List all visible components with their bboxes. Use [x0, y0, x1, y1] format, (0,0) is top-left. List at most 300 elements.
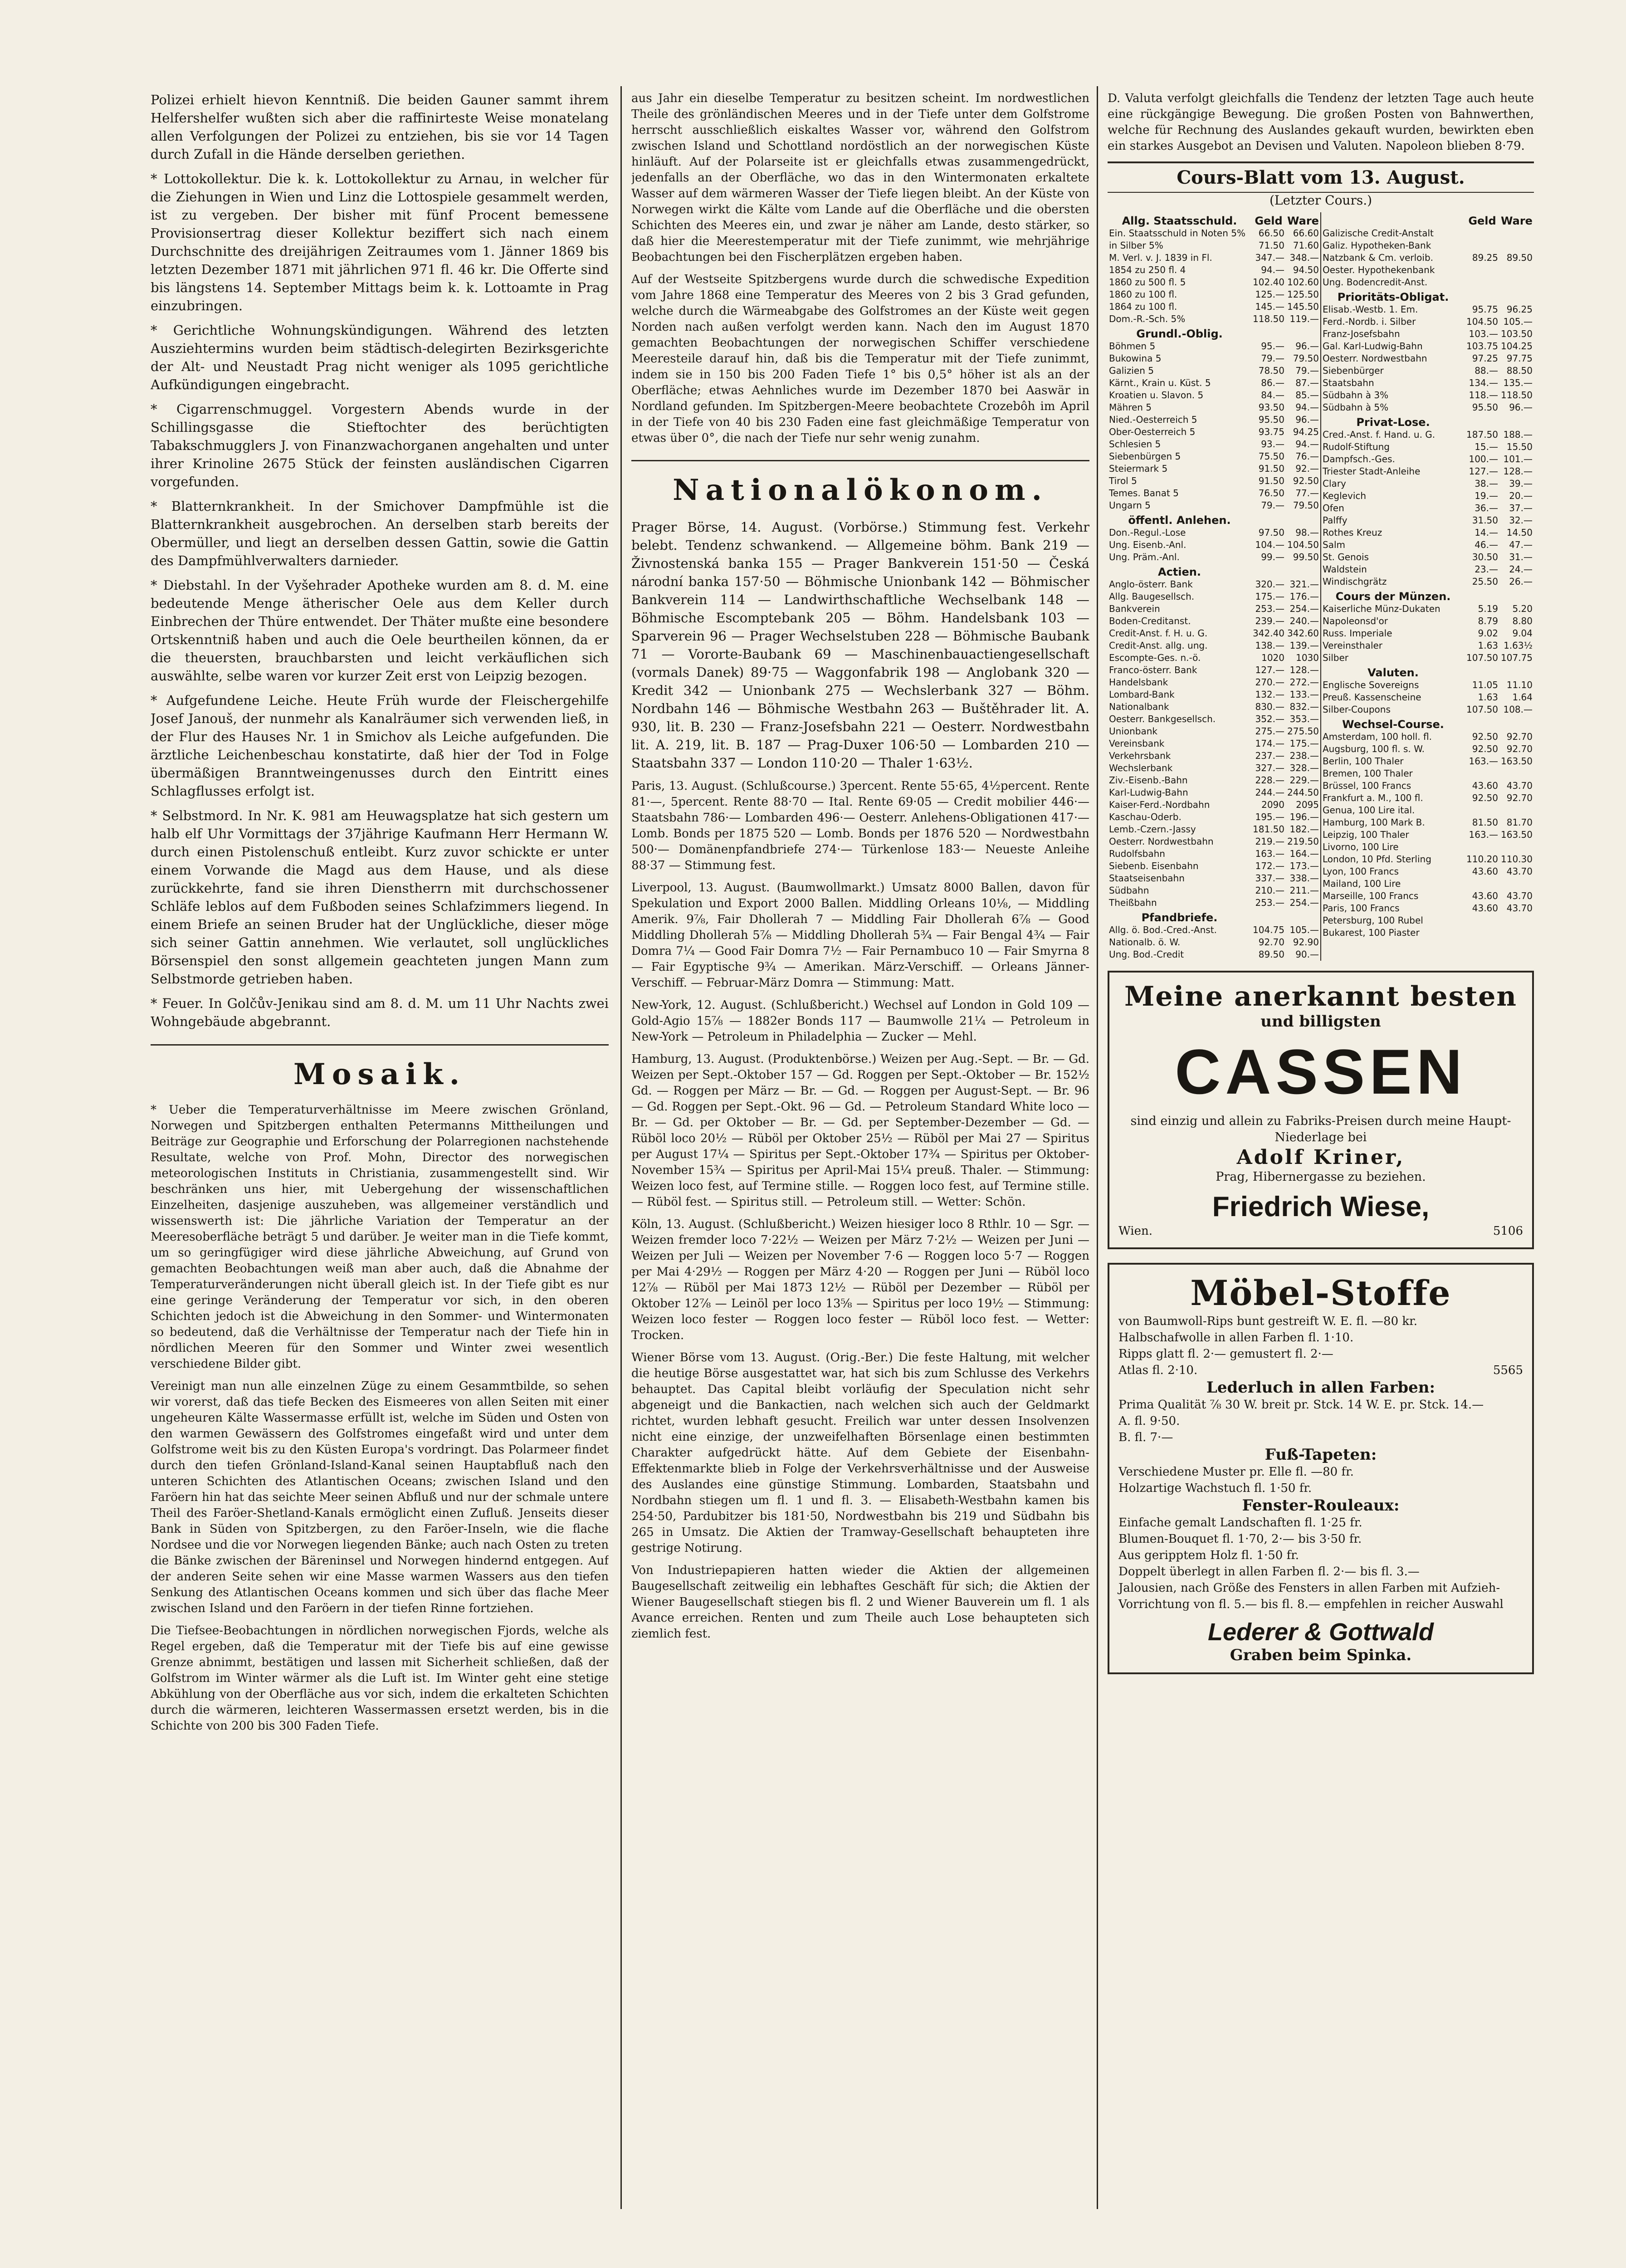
ware-value: 20.—	[1509, 490, 1533, 501]
table-row	[1321, 227, 1534, 240]
geld-value: 107.50	[1466, 704, 1499, 715]
geld-value: 89.50	[1258, 949, 1285, 960]
ad-line: Ripps glatt fl. 2·— gemustert fl. 2·—	[1118, 1347, 1333, 1361]
security-name: Escompte-Ges. n.-ö.	[1109, 652, 1201, 663]
geld-value: 127.—	[1469, 466, 1499, 477]
security-name: Oesterr. Nordwestbahn	[1323, 353, 1427, 364]
ad-dealer: Adolf Kriner,	[1236, 1146, 1405, 1169]
table-row	[1321, 743, 1534, 755]
table-row	[1321, 377, 1534, 389]
security-name: Staatsbahn	[1323, 377, 1374, 388]
table-row	[1108, 738, 1320, 750]
geld-value: 352.—	[1255, 714, 1285, 724]
security-name: Frankfurt a. M., 100 fl.	[1323, 792, 1423, 803]
ware-value: 43.70	[1506, 866, 1533, 877]
security-name: Triester Stadt-Anleihe	[1323, 466, 1421, 477]
table-section-row	[1321, 716, 1534, 731]
table-row	[1108, 774, 1320, 787]
ad-street: Graben beim Spinka.	[1230, 1646, 1412, 1664]
ware-value: 94.—	[1295, 402, 1319, 413]
ware-value: 79.—	[1295, 365, 1319, 376]
security-name: Petersburg, 100 Rubel	[1323, 915, 1423, 926]
table-row	[1108, 823, 1320, 836]
ad-number: 5106	[1493, 1224, 1523, 1238]
geld-value: 92.50	[1472, 743, 1499, 754]
table-row	[1108, 872, 1320, 885]
article-continuation	[631, 91, 1089, 446]
security-name: Temes. Banat 5	[1109, 488, 1179, 499]
ware-value: 173.—	[1289, 860, 1319, 871]
ware-value: 92.70	[1506, 792, 1533, 803]
table-row	[1108, 924, 1320, 936]
market-report: Hamburg, 13. August. (Produktenbörse.) Weizen per Aug.-Sept. — Br. — Gd. Weizen per Sept.-Oktober 157 — Gd. Roggen per Sept.-Oktober — Br. 152½ Gd. — Roggen per März — Br. — Gd. — Roggen per August-Sept. — Br. 96 — Gd. Roggen per Sept.-Okt. 96 — Gd. — Petroleum Standard White loco — Br. — Gd. per Oktober — Br. — Gd. per September-Dezember — Gd. — Rüböl loco 20½ — Rüböl per Oktober 25½ — Rüböl per Mai 27 — Spiritus per August 17¼ — Spiritus per Sept.-Oktober 17¾ — Spiritus per Oktober-November 15¾ — Spiritus per April-Mai 15¼ preuß. Thaler. — Stimmung: Weizen loco fest, auf Termine stille. — Roggen loco fest, auf Termine stille. — Rüböl fest. — Spiritus still. — Petroleum still. — Wetter: Schön.	[631, 1052, 1089, 1209]
ad-address: Prag, Hibernergasse zu beziehen.	[1216, 1170, 1426, 1184]
ware-value: 85.—	[1295, 390, 1319, 401]
ware-value: 110.30	[1501, 854, 1533, 865]
geld-value: 210.—	[1255, 885, 1285, 896]
table-row	[1321, 365, 1534, 377]
table-row	[1321, 478, 1534, 490]
geld-value: 25.50	[1472, 576, 1499, 587]
ware-value: 92.50	[1293, 475, 1319, 486]
ware-value: 254.—	[1289, 603, 1319, 614]
security-name: Kaiser-Ferd.-Nordbahn	[1109, 799, 1210, 810]
ware-value	[1499, 276, 1534, 288]
security-name: 1864 zu 100 fl.	[1109, 301, 1177, 312]
security-name: Credit-Anst. f. H. u. G.	[1109, 628, 1208, 639]
ware-value: 240.—	[1289, 616, 1319, 626]
ad-line: Doppelt überlegt in allen Farben fl. 2·— bis fl. 3.—	[1118, 1565, 1420, 1579]
geld-value	[1251, 563, 1286, 578]
geld-value: 174.—	[1255, 738, 1285, 749]
ware-value: 9.04	[1512, 628, 1533, 639]
table-row	[1108, 227, 1320, 240]
geld-value	[1251, 909, 1286, 924]
security-name: Lyon, 100 Francs	[1323, 866, 1399, 877]
security-name: Nied.-Oesterreich 5	[1109, 414, 1197, 425]
table-section-row	[1108, 512, 1320, 527]
ware-value: 139.—	[1289, 640, 1319, 651]
security-name: Oesterr. Bankgesellsch.	[1109, 714, 1216, 724]
geld-value: 163.—	[1255, 848, 1285, 859]
table-row	[1321, 453, 1534, 465]
security-name: Galizische Credit-Anstalt	[1323, 228, 1434, 239]
table-row	[1321, 429, 1534, 441]
security-name: Wechslerbank	[1109, 763, 1173, 773]
table-row	[1108, 860, 1320, 872]
security-name: Elisab.-Westb. 1. Em.	[1323, 304, 1418, 315]
geld-value: 93.75	[1258, 426, 1285, 437]
article-paragraph: Vereinigt man nun alle einzelnen Züge zu einem Gesammtbilde, so sehen wir vorerst, daß das tiefe Becken des Eismeeres von allen Seiten mit einer ungeheuren Kälte Wassermasse erfüllt ist, welche im Süden und Osten von den warmen Gewässern des Golfstromes eingefaßt wird und unter dem Golfstrome weit bis zu den Küsten Europa's vordringt. Das Polarmeer findet durch den tiefen Grönland-Island-Kanal seinen Hauptabfluß nach den unteren Schichten des Atlantischen Oceans; zwischen Island und den Faröern hin hat das seichte Meer seinen Abfluß und nur der schmale untere Theil des Faröer-Shetland-Kanals ermöglicht einen Zufluß. Jenseits dieser Bank in Süden von Spitzbergen, zu den Faröer-Inseln, wie die flache Nordsee und die vor Norwegen liegenden Bänke; auch nach Osten zu treten die Bänke zwischen der Bäreninsel und Norwegen hindernd entgegen. Auf der anderen Seite sehen wir eine Masse warmen Wassers aus den tiefen Senkung des Atlantischen Oceans kommen und sich über das flache Meer zwischen Island und den Faröern in der tiefen Rinne fortziehen.	[151, 1379, 609, 1615]
geld-value: 228.—	[1255, 775, 1285, 786]
ware-value: 275.50	[1287, 726, 1319, 737]
security-name: Bukarest, 100 Piaster	[1323, 927, 1420, 938]
table-row	[1321, 352, 1534, 365]
ware-value: 31.—	[1509, 552, 1533, 562]
geld-value	[1465, 841, 1499, 853]
ware-value: 43.70	[1506, 903, 1533, 914]
security-name: 1860 zu 100 fl.	[1109, 289, 1177, 300]
security-name: Dom.-R.-Sch. 5%	[1109, 313, 1186, 324]
table-row	[1321, 465, 1534, 478]
ware-value	[1499, 664, 1534, 679]
table-row	[1108, 936, 1320, 948]
security-name: in Silber 5%	[1109, 240, 1163, 251]
geld-value: 118.50	[1253, 313, 1285, 324]
column-rule	[1097, 86, 1098, 2209]
geld-value: 88.—	[1475, 365, 1499, 376]
ware-value: 119.—	[1289, 313, 1319, 324]
ware-value: 2095	[1296, 799, 1319, 810]
news-paragraph: * Diebstahl. In der Vyšehrader Apotheke wurden am 8. d. M. eine bedeutende Menge ätherischer Oele aus dem Keller durch Einbrechen der Thüre entwendet. Der Thäter mußte eine besondere Ortskenntniß haben und auch die Oele beurtheilen können, da er die theuersten, brauchbarsten und leicht verkäuflichen sich auswählte, selbe waren vor kurzer Zeit erst von Leipzig bezogen.	[151, 577, 609, 684]
geld-value: 175.—	[1255, 591, 1285, 602]
ware-value	[1499, 804, 1534, 816]
geld-value: 100.—	[1469, 454, 1499, 464]
ware-value: 128.—	[1289, 665, 1319, 675]
security-name: Russ. Imperiale	[1323, 628, 1392, 639]
ware-value: 328.—	[1289, 763, 1319, 773]
article-paragraph: * Ueber die Temperaturverhältnisse im Meere zwischen Grönland, Norwegen und Spitzbergen enthalten Petermanns Mittheilungen und Beiträge zur Geographie und Erforschung der Polarregionen nachstehende Resultate, welche von Prof. Mohn, Director des norwegischen meteorologischen Instituts in Christiania, zusammengestellt sind. Wir beschränken uns hier, mit Uebergehung der wissenschaftlichen Einzelheiten, dasjenige auszuheben, was allgemeiner verständlich und wissenswerth ist: Die jährliche Variation der Temperatur an der Meeresoberfläche beträgt 5 und darüber. Je weiter man in die Tiefe kommt, um so geringfügiger wird diese jährliche Abweichung, auf Grund von gemachten Beobachtungen weiß man aber auch, daß die Abnahme der Temperaturveränderungen nicht überall gleich ist. In der Tiefe gibt es nur eine geringe Veränderung der Temperatur vor sich, in den oberen Schichten jedoch ist die Abweichung in den Sommer- und Wintermonaten so bedeutend, daß die Verhältnisse der Temperatur nach der Tiefe hin in nördlichen Meeren für den Sommer und Winter zwei wesentlich verschiedene Bilder gibt.	[151, 1103, 609, 1371]
geld-value: 1.63	[1478, 640, 1499, 651]
geld-value: 5.19	[1478, 603, 1499, 614]
security-name: Leipzig, 100 Thaler	[1323, 829, 1409, 840]
table-row	[1108, 475, 1320, 487]
table-row	[1108, 401, 1320, 414]
security-name: Tirol 5	[1109, 475, 1137, 486]
ware-value: 99.50	[1293, 552, 1319, 562]
geld-value	[1465, 927, 1499, 939]
table-row	[1321, 615, 1534, 627]
table-row	[1108, 276, 1320, 288]
table-row	[1108, 487, 1320, 499]
table-row	[1321, 576, 1534, 588]
geld-value: 104.75	[1253, 924, 1285, 935]
geld-value	[1465, 804, 1499, 816]
ad-product: CASSEN	[1175, 1036, 1467, 1107]
valuta-note: D. Valuta verfolgt gleichfalls die Tendenz der letzten Tage auch heute eine rückgängige Bewegung. Die großen Posten von Bahnwerthen, welche für Rechnung des Auslandes gekauft wurden, bewirkten eben ein starkes Ausgebot an Devisen und Valuten. Napoleon blieben 8·79.	[1108, 92, 1534, 153]
security-name: Augsburg, 100 fl. s. W.	[1323, 743, 1425, 754]
ware-value: 97.75	[1506, 353, 1533, 364]
column-rule	[620, 86, 622, 2209]
table-row	[1108, 288, 1320, 301]
geld-value: 104.50	[1466, 316, 1499, 327]
ad-headline: Möbel-Stoffe	[1190, 1273, 1451, 1313]
table-row	[1321, 865, 1534, 878]
security-name: Ung. Bodencredit-Anst.	[1323, 277, 1428, 288]
security-name: Waldstein	[1323, 564, 1367, 575]
ware-value	[1499, 414, 1534, 429]
geld-value: 46.—	[1475, 539, 1499, 550]
security-name: Südbahn	[1109, 885, 1149, 896]
ware-value: 94.50	[1293, 264, 1319, 275]
ware-value: 101.—	[1503, 454, 1533, 464]
table-header-geld: Geld	[1255, 215, 1283, 227]
section-heading-mosaik: Mosaik.	[151, 1044, 609, 1091]
geld-value: 23.—	[1475, 564, 1499, 575]
security-name: Wechsel-Course.	[1342, 718, 1444, 731]
security-name: Ziv.-Eisenb.-Bahn	[1109, 775, 1188, 786]
table-row	[1108, 701, 1320, 713]
security-name: Nationalb. ö. W.	[1109, 937, 1181, 948]
table-row	[1321, 679, 1534, 691]
geld-value	[1465, 878, 1499, 890]
security-name: Allg. ö. Bod.-Cred.-Anst.	[1109, 924, 1217, 935]
ware-value: 71.60	[1293, 240, 1319, 251]
ad-line: Prima Qualität ⅞ 30 W. breit pr. Stck. 14 W. E. pr. Stck. 14.—	[1118, 1398, 1484, 1412]
security-name: Allg. Baugesellsch.	[1109, 591, 1195, 602]
ware-value: 107.75	[1501, 652, 1533, 663]
ware-value: 92.70	[1506, 743, 1533, 754]
security-name: Anglo-österr. Bank	[1109, 579, 1193, 590]
security-name: Theißbahn	[1109, 897, 1157, 908]
security-name: Unionbank	[1109, 726, 1157, 737]
ware-value: 128.—	[1503, 466, 1533, 477]
geld-value: 66.50	[1258, 228, 1285, 239]
table-row	[1321, 401, 1534, 414]
ware-value: 105.—	[1503, 316, 1533, 327]
security-name: Livorno, 100 Lire	[1323, 841, 1399, 852]
mosaik-article	[151, 1102, 609, 1734]
ad-number: 5565	[1493, 1364, 1523, 1377]
ware-value	[1499, 878, 1534, 890]
table-row	[1321, 829, 1534, 841]
table-row	[1321, 804, 1534, 816]
geld-value: 91.50	[1258, 463, 1285, 474]
security-name: Südbahn à 5%	[1323, 402, 1389, 413]
ware-value: 321.—	[1289, 579, 1319, 590]
table-row	[1321, 276, 1534, 288]
ad-line: Holzartige Wachstuch fl. 1·50 fr.	[1118, 1481, 1312, 1495]
news-paragraph: * Selbstmord. In Nr. K. 981 am Heuwagsplatze hat sich gestern um halb elf Uhr Vormittags der 37jährige Kaufmann Herr Hermann W. durch einen Pistolenschuß entleibt. Kurz zuvor schickte er unter einem Vorwande die Magd aus dem Hause, und als diese zurückkehrte, fand sie ihren Dienstherrn mit durchschossener Schläfe leblos auf dem Fußboden seines Schlafzimmers liegend. In einem Briefe an seinen Bruder hat der Unglückliche, dieser möge sich seiner Gattin annehmen. Wie verlautet, soll unglückliches Börsenspiel den sonst allgemein geachteten jungen Mann zum Selbstmorde getrieben haben.	[151, 808, 609, 987]
ware-value: 90.—	[1295, 949, 1319, 960]
geld-value: 219.—	[1255, 836, 1285, 847]
security-name: Prioritäts-Obligat.	[1337, 291, 1449, 303]
security-name: Schlesien 5	[1109, 439, 1161, 450]
table-section-row	[1321, 664, 1534, 679]
ware-value: 94.25	[1293, 426, 1319, 437]
security-name: Kärnt., Krain u. Küst. 5	[1109, 377, 1211, 388]
security-name: Keglevich	[1323, 490, 1367, 501]
ad-line: Halbschafwolle in allen Farben fl. 1·10.	[1118, 1331, 1354, 1344]
ad-subheadline: Fenster-Rouleaux:	[1242, 1496, 1400, 1515]
article-paragraph: Auf der Westseite Spitzbergens wurde durch die schwedische Expedition vom Jahre 1868 eine Temperatur des Meeres von 2 bis 3 Grad gefunden, welche durch die Wärmeabgabe des Golfstromes an der Küste weit gegen Norden nach außen verfolgt werden kann. Nach den im August 1870 gemachten Beobachtungen der norwegischen Schiffer verschiedene Meeresteile darauf hin, daß bis die Temperatur mit der Tiefe zunimmt, indem sie in 150 bis 200 Faden Tiefe 1° bis 0,5° höher ist als an der Oberfläche; etwas Aehnliches wurde im Dezember 1870 bei Aaswär in Nordland gefunden. Im Spitzbergen-Meere beobachtete Crozebôh im April in der Tiefe von 40 bis 230 Faden eine fast gleichmäßige Temperatur von etwas über 0°, die nach der Tiefe nur sehr wenig zunahm.	[631, 273, 1089, 445]
geld-value: 94.—	[1261, 264, 1285, 275]
geld-value: 14.—	[1475, 527, 1499, 538]
ad-subheadline: Fuß-Tapeten:	[1265, 1446, 1377, 1464]
market-report: Köln, 13. August. (Schlußbericht.) Weizen hiesiger loco 8 Rthlr. 10 — Sgr. — Weizen fremder loco 7·22½ — Weizen per März 7·2½ — Weizen per Juni — Weizen per Juli — Weizen per November 7·6 — Roggen loco 5·7 — Roggen per Mai 4·29½ — Roggen per März 4·20 — Roggen per Juni — Rüböl loco 12⅞ — Rüböl per Mai 1873 12½ — Rüböl per Dezember — Rüböl per Oktober 12⅞ — Leinöl per loco 13⅝ — Spiritus per loco 19½ — Stimmung: Weizen loco fester — Roggen loco fester — Rüböl loco fest. — Wetter: Trocken.	[631, 1217, 1089, 1342]
ware-value: 66.60	[1293, 228, 1319, 239]
ware-value: 176.—	[1289, 591, 1319, 602]
geld-value: 75.50	[1258, 451, 1285, 462]
security-name: Boden-Creditanst.	[1109, 616, 1191, 626]
table-row	[1321, 780, 1534, 792]
security-name: Mähren 5	[1109, 402, 1152, 413]
table-row	[1108, 948, 1320, 961]
table-row	[1108, 463, 1320, 475]
geld-value: 89.25	[1472, 252, 1499, 263]
ad-line: Atlas fl. 2·10.	[1118, 1364, 1198, 1377]
ad-line: Verschiedene Muster pr. Elle fl. —80 fr.	[1118, 1465, 1354, 1479]
ware-value	[1286, 909, 1320, 924]
ware-value: 353.—	[1289, 714, 1319, 724]
security-name: Ung. Präm.-Anl.	[1109, 552, 1180, 562]
geld-value: 43.60	[1472, 903, 1499, 914]
table-row	[1108, 252, 1320, 264]
course-table-left	[1108, 212, 1320, 961]
geld-value: 92.70	[1258, 937, 1285, 948]
ad-line: Blumen-Bouquet fl. 1·70, 2·— bis 3·50 fr.	[1118, 1532, 1362, 1546]
geld-value: 275.—	[1255, 726, 1285, 737]
security-name: Oesterr. Nordwestbahn	[1109, 836, 1214, 847]
security-name: Berlin, 100 Thaler	[1323, 756, 1404, 767]
geld-value: 9.02	[1478, 628, 1499, 639]
security-name: Gal. Karl-Ludwig-Bahn	[1323, 341, 1423, 352]
table-section-row	[1108, 325, 1320, 340]
geld-value: 38.—	[1475, 478, 1499, 489]
security-name: Rothes Kreuz	[1323, 527, 1382, 538]
table-row	[1108, 762, 1320, 774]
course-table-right	[1321, 212, 1534, 939]
geld-value: 145.—	[1255, 301, 1285, 312]
geld-value: 253.—	[1255, 897, 1285, 908]
market-report: Von Industriepapieren hatten wieder die Aktien der allgemeinen Baugesellschaft zeitweilig ein lebhaftes Geschäft für sich; die Aktien der Wiener Baugesellschaft stiegen bis fl. 2 und Wiener Bauverein um fl. 1 als Avance erreichen. Renten und zum Theile auch Lose behaupteten sich ziemlich fest.	[631, 1564, 1089, 1641]
ad-line: A. fl. 9·50.	[1118, 1414, 1180, 1428]
geld-value: 2090	[1261, 799, 1285, 810]
table-row	[1321, 563, 1534, 576]
geld-value: 237.—	[1255, 750, 1285, 761]
security-name: Kroatien u. Slavon. 5	[1109, 390, 1204, 401]
ware-value: 92.70	[1506, 731, 1533, 742]
geld-value	[1465, 227, 1499, 240]
ware-value: 229.—	[1289, 775, 1319, 786]
table-row	[1108, 591, 1320, 603]
security-name: 1854 zu 250 fl. 4	[1109, 264, 1186, 275]
security-name: Valuten.	[1367, 666, 1419, 679]
geld-value: 92.50	[1472, 792, 1499, 803]
table-row	[1321, 755, 1534, 767]
table-row	[1321, 340, 1534, 352]
security-name: 1860 zu 500 fl. 5	[1109, 277, 1186, 288]
security-name: Cred.-Anst. f. Hand. u. G.	[1323, 429, 1436, 440]
security-name: Amsterdam, 100 holl. fl.	[1323, 731, 1432, 742]
ware-value: 79.50	[1293, 353, 1319, 364]
geld-value: 127.—	[1255, 665, 1285, 675]
security-name: Hamburg, 100 Mark B.	[1323, 817, 1425, 828]
table-row	[1108, 689, 1320, 701]
market-report: Liverpool, 13. August. (Baumwollmarkt.) Umsatz 8000 Ballen, davon für Spekulation und Export 2000 Ballen. Middling Orleans 10⅛, — Middling Amerik. 9⅞, Fair Dhollerah 7 — Middling Fair Dhollerah 6⅞ — Good Middling Dhollerah 5⅞ — Middling Dhollerah 5¾ — Fair Bengal 4¾ — Fair Domra 7¼ — Good Fair Domra 7½ — Fair Pernambuco 10 — Fair Smyrna 8 — Fair Egyptische 9¾ — Amerikan. März-Verschiff. — Orleans Jänner-Verschiff. — Februar-März Domra — Stimmung: Matt.	[631, 881, 1089, 990]
security-name: Don.-Regul.-Lose	[1109, 527, 1186, 538]
table-row	[1321, 841, 1534, 853]
market-reports-small	[631, 778, 1089, 1642]
geld-value: 103.—	[1469, 328, 1499, 339]
security-name: Galizien 5	[1109, 365, 1154, 376]
ware-value: 238.—	[1289, 750, 1319, 761]
geld-value: 92.50	[1472, 731, 1499, 742]
ware-value: 87.—	[1295, 377, 1319, 388]
table-row	[1108, 450, 1320, 463]
course-sheet-subtitle: (Letzter Cours.)	[1269, 193, 1372, 208]
security-name: Mailand, 100 Lire	[1323, 878, 1401, 889]
table-row	[1108, 301, 1320, 313]
security-name: Palffy	[1323, 515, 1348, 526]
ware-value: 79.50	[1293, 500, 1319, 511]
geld-value	[1465, 914, 1499, 927]
table-row	[1108, 676, 1320, 689]
ware-value: 96.—	[1295, 414, 1319, 425]
geld-value	[1465, 240, 1499, 252]
ware-value: 89.50	[1506, 252, 1533, 263]
ware-value: 1.64	[1512, 692, 1533, 703]
ad-line: Jalousien, nach Größe des Fensters in allen Farben mit Aufzieh-Vorrichtung von fl. 5.— bis fl. 8.— empfehlen in reicher Auswahl	[1118, 1581, 1504, 1611]
security-name: Ferd.-Nordb. i. Silber	[1323, 316, 1416, 327]
ware-value: 108.—	[1503, 704, 1533, 715]
security-name: Ung. Bod.-Credit	[1109, 949, 1184, 960]
geld-value: 78.50	[1258, 365, 1285, 376]
market-report: Paris, 13. August. (Schlußcourse.) 3percent. Rente 55·65, 4½percent. Rente 81·—, 5percent. Rente 88·70 — Ital. Rente 69·05 — Credit mobilier 446·— Staatsbahn 786·— Lombarden 496·— Oesterr. Anlehens-Obligationen 417·— Lomb. Bonds per 1875 520 — Lomb. Bonds per 1876 520 — Nordwestbahn 500·— Domänenpfandbriefe 274·— Türkenlose 183·— Neueste Anleihe 88·37 — Stimmung fest.	[631, 779, 1089, 872]
ware-value: 14.50	[1506, 527, 1533, 538]
ad-subheadline: und billigsten	[1260, 1012, 1381, 1031]
security-name: Ober-Oesterreich 5	[1109, 426, 1196, 437]
table-row	[1321, 853, 1534, 865]
geld-value: 1020	[1261, 652, 1285, 663]
ware-value: 96.—	[1295, 341, 1319, 352]
ware-value: 96.—	[1509, 402, 1533, 413]
table-row	[1108, 627, 1320, 640]
ware-value	[1286, 563, 1320, 578]
table-row	[1321, 731, 1534, 743]
market-report: Wiener Börse vom 13. August. (Orig.-Ber.) Die feste Haltung, mit welcher die heutige Börse ausgestattet war, hat sich bis zum Schlusse des Verkehrs behauptet. Das Capital bleibt vorläufig der Speculation nicht sehr abgeneigt und die Bankactien, nach welchen sich auch der Geldmarkt richtet, wurden lebhaft gesucht. Freilich war unter dessen Insolvenzen nicht eine einzige, der unzweifelhaften Börsenlage einen bestimmten Charakter aufgedrückt hätte. Auf dem Gebiete der Eisenbahn-Effektenmarkte blieb in Folge der Verkehrsverhältnisse und der Ausweise des Auslandes eine günstige Stimmung. Lombarden, Staatsbahn und Nordbahn stiegen um fl. 1 und fl. 3. — Elisabeth-Westbahn kamen bis 254·50, Pardubitzer bis 181·50, Nordwestbahn bis 219 und Südbahn bis 265 in Umsatz. Die Aktien der Tramway-Gesellschaft behaupteten ihre gestrige Notirung.	[631, 1351, 1089, 1555]
security-name: Ein. Staatsschuld in Noten 5%	[1109, 228, 1245, 239]
security-name: Ungarn 5	[1109, 500, 1151, 511]
table-section-row	[1321, 414, 1534, 429]
geld-value: 15.—	[1475, 441, 1499, 452]
news-paragraph: * Blatternkrankheit. In der Smichover Dampfmühle ist die Blatternkrankheit ausgebrochen. An derselben starb bereits der Obermüller, und liegt an derselben dessen Gattin, sowie die Gattin des Dampfmühlverwalters darnieder.	[151, 499, 609, 568]
security-name: Bremen, 100 Thaler	[1323, 768, 1413, 779]
ware-value: 219.50	[1287, 836, 1319, 847]
security-name: Lemb.-Czern.-Jassy	[1109, 824, 1196, 835]
geld-value: 95.50	[1258, 414, 1285, 425]
table-row	[1321, 890, 1534, 902]
table-row	[1108, 389, 1320, 401]
ware-value	[1499, 288, 1534, 303]
security-name: Franz-Josefsbahn	[1323, 328, 1400, 339]
ware-value: 118.50	[1501, 390, 1533, 401]
table-row	[1108, 750, 1320, 762]
geld-value: 337.—	[1255, 873, 1285, 884]
geld-value	[1465, 664, 1499, 679]
table-row	[1108, 426, 1320, 438]
column-courses-ads	[1108, 91, 1534, 2223]
security-name: Ofen	[1323, 503, 1344, 513]
ware-value: 77.—	[1295, 488, 1319, 499]
table-row	[1321, 441, 1534, 453]
geld-value: 76.50	[1258, 488, 1285, 499]
article-paragraph: aus Jahr ein dieselbe Temperatur zu besitzen scheint. Im nordwestlichen Theile des grönländischen Meeres und in der Tiefe unter dem Golfstrome herrscht ausschließlich eiskaltes Wasser vor, während den Golfstrom zwischen Island und Schottland nordöstlich an der norwegischen Küste hinläuft. Auf der Polarseite ist er gleichfalls etwas zusammengedrückt, jedenfalls an der Oberfläche, wo das in den Wintermonaten erkaltete Wasser auf dem wärmeren Wasser der Tiefe liegen bleibt. An der Küste von Norwegen wirkt die Kälte vom Lande auf die Oberfläche und die obersten Schichten des Meeres ein, und zwar je näher am Lande, desto stärker, so daß hier die Meerestemperatur mit der Tiefe zunimmt, wie mehrjährige Beobachtungen bei den Fischerplätzen ergeben haben.	[631, 92, 1089, 264]
ware-value: 104.50	[1287, 539, 1319, 550]
ad-maker: Friedrich Wiese,	[1212, 1191, 1430, 1222]
security-name: Pfandbriefe.	[1141, 911, 1218, 924]
table-row	[1321, 514, 1534, 527]
security-name: Englische Sovereigns	[1323, 679, 1419, 690]
geld-value	[1251, 512, 1286, 527]
geld-value: 347.—	[1255, 252, 1285, 263]
geld-value: 253.—	[1255, 603, 1285, 614]
geld-value: 95.75	[1472, 304, 1499, 315]
ware-value: 272.—	[1289, 677, 1319, 688]
ware-value: 1.63½	[1504, 640, 1533, 651]
security-name: Vereinsbank	[1109, 738, 1165, 749]
table-row	[1108, 603, 1320, 615]
